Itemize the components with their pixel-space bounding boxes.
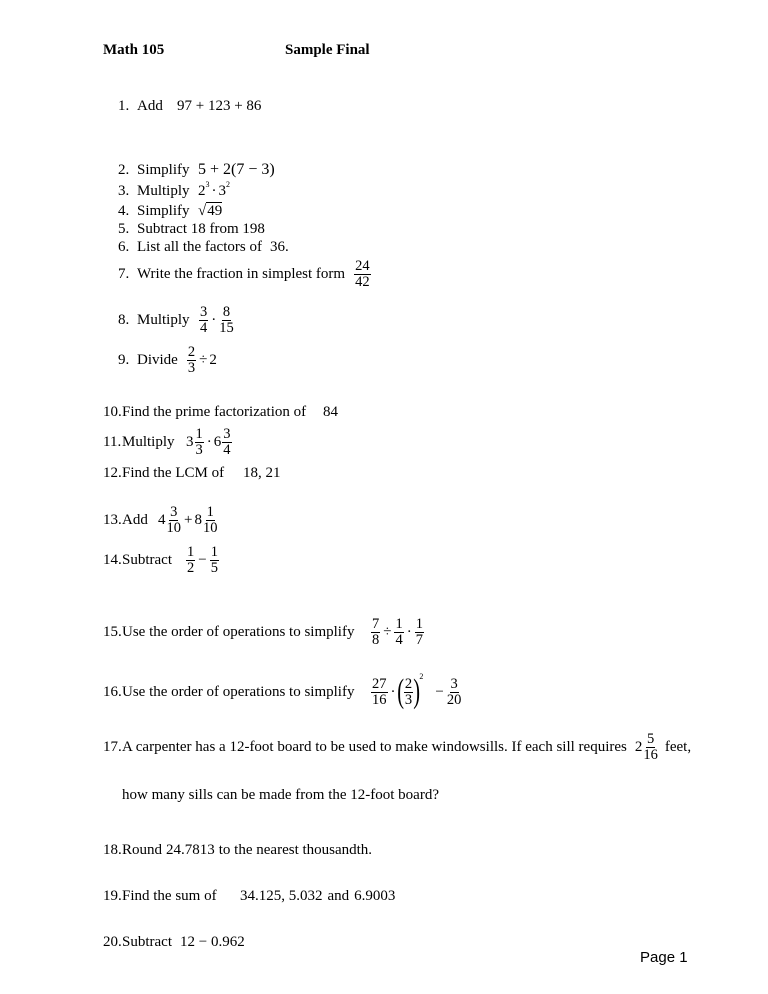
q19-expression: 34.125, 5.032 and 6.9003 [240, 887, 396, 904]
question-16: 16. Use the order of operations to simplify 27 16 · ( 2 3 ) 2 − $\frac{3}{20}$ [103, 671, 462, 710]
q20-expression: 12 − 0.962 [180, 933, 245, 950]
q11-expression: 3 1 3 · 6 3 4 [186, 425, 231, 458]
q8-expression: 3 4 · 8 15 [200, 303, 234, 336]
question-19: 19. Find the sum of 34.125, 5.032 and 6.9003 [103, 887, 396, 904]
q2-expression: 5 + 2(7 − 3) [198, 161, 275, 178]
q4-expression: √ 49 [198, 202, 223, 219]
q16-expression: 27 16 · ( 2 3 ) 2 − $\frac{3}{20}$ [372, 671, 462, 710]
question-13: 13. Add 4 3 10 + 8 1 10 [103, 503, 218, 536]
sqrt-symbol: √ [198, 202, 207, 219]
q14-expression: 1 2 − $\frac{1}{5}$ [187, 543, 218, 576]
q15-expression: $\frac{7}{8}$ ÷ $\frac{1}{4}$ · 1 7 [372, 615, 423, 648]
question-11: 11. Multiply 3 1 3 · 6 3 4 [103, 425, 231, 458]
question-15: 15. Use the order of operations to simplify $\frac{7}{8}$ ÷ $\frac{1}{4}$ · 1 7 [103, 615, 423, 648]
q3-expression: 2 3 · 3 2 [198, 179, 230, 199]
q9-expression: $\frac{2}{3}$ ÷ 2 [187, 343, 217, 376]
question-9: 9. Divide $\frac{2}{3}$ ÷ 2 [118, 343, 217, 376]
question-6: 6. List all the factors of 36. [118, 238, 289, 255]
question-5: 5. Subtract 18 from 198 [118, 220, 265, 237]
q13-expression: 4 3 10 + 8 1 10 [158, 503, 218, 536]
q1-expression: 97 + 123 + 86 [177, 97, 262, 114]
question-10: 10. Find the prime factorization of 84 [103, 403, 338, 420]
course-title: Math 105 [103, 42, 165, 58]
page-number: Page 1 [640, 949, 688, 966]
q7-fraction: 24 42 [355, 257, 370, 290]
q12-expression: 18, 21 [243, 464, 281, 481]
q10-expression: 84 [323, 403, 338, 420]
q17-mixed-number: 2 5 16 feet, [634, 730, 692, 763]
question-8: 8. Multiply 3 4 · 8 15 [118, 303, 234, 336]
question-18: 18. Round 24.7813 to the nearest thousandth. [103, 841, 373, 858]
question-14: 14. Subtract 1 2 − $\frac{1}{5}$ [103, 543, 218, 576]
question-12: 12. Find the LCM of 18, 21 [103, 464, 281, 481]
question-7: 7. Write the fraction in simplest form 24 42 [118, 257, 370, 290]
question-2: 2. Simplify 5 + 2(7 − 3) [118, 161, 275, 178]
q17-line-2: how many sills can be made from the 12-foot board? [122, 787, 439, 803]
q6-expression: 36. [269, 238, 289, 255]
question-1: 1. Add 97 + 123 + 86 [118, 97, 262, 114]
exam-title: Sample Final [285, 42, 370, 58]
question-20: 20. Subtract 12 − 0.962 [103, 933, 245, 950]
question-3: 3. Multiply 2 3 · 3 2 [118, 179, 230, 199]
question-4: 4. Simplify √ 49 [118, 202, 223, 219]
question-17: 17. A carpenter has a 12-foot board to be used to make windowsills. If each sill requires 2 5 16 feet, [103, 730, 692, 763]
